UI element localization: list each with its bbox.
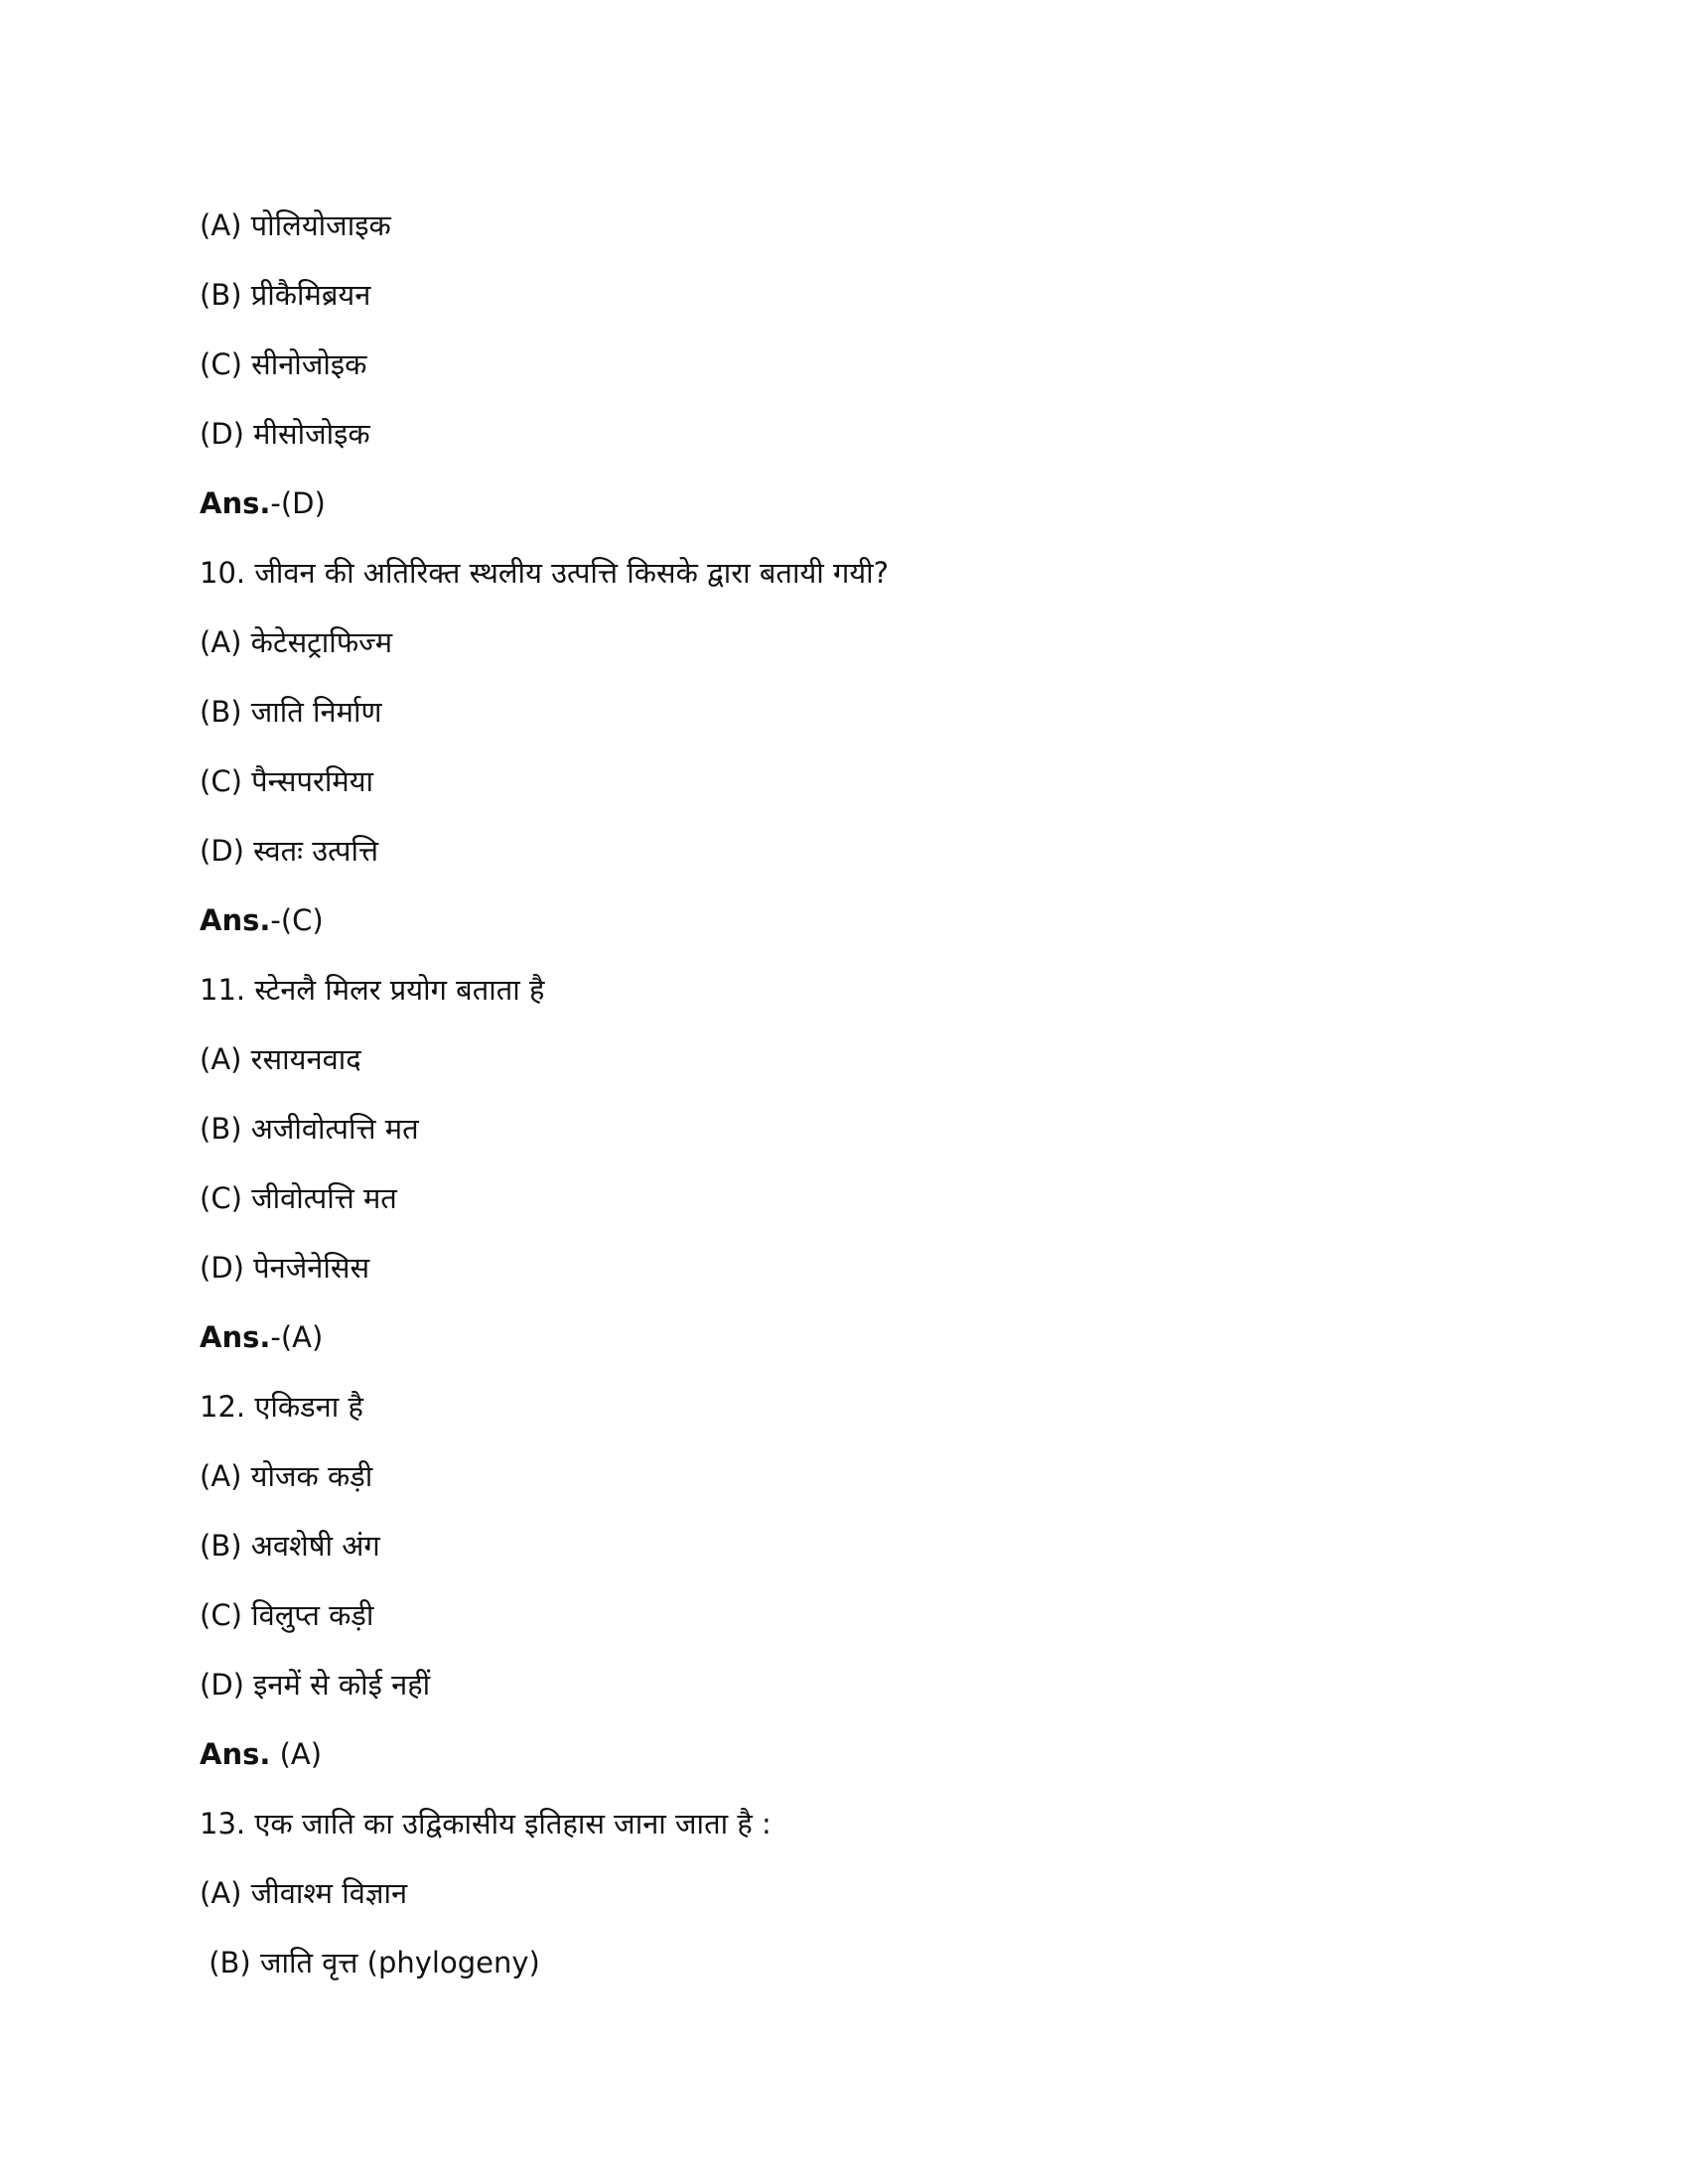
option-line: (D) पेनजेनेसिस: [200, 1251, 370, 1285]
answer-label: Ans.: [200, 486, 271, 520]
option-line: (D) मीसोजोइक: [200, 417, 370, 451]
option-line: (B) अवशेषी अंग: [200, 1529, 380, 1563]
question-line: 13. एक जाति का उद्विकासीय इतिहास जाना जाता है :: [200, 1807, 772, 1841]
option-line: (A) पोलियोजाइक: [200, 208, 391, 242]
option-line: (A) योजक कड़ी: [200, 1459, 373, 1493]
answer-value: -(C): [270, 903, 324, 937]
answer-label: Ans.: [200, 1320, 271, 1354]
answer-line: [200, 1302, 323, 1372]
option-line: (D) इनमें से कोई नहीं: [200, 1668, 431, 1702]
question-line: 10. जीवन की अतिरिक्त स्थलीय उत्पत्ति किसके द्वारा बतायी गयी?: [200, 556, 890, 590]
question-line: 11. स्टेनलै मिलर प्रयोग बताता है: [200, 973, 545, 1007]
option-line: (B) प्रीकैमिब्रयन: [200, 278, 371, 312]
answer-line: [200, 1719, 322, 1789]
question-line: 12. एकिडना है: [200, 1390, 363, 1424]
option-line: (D) स्वतः उत्पत्ति: [200, 834, 379, 868]
option-line: (A) केटेसट्राफिज्म: [200, 625, 393, 659]
option-line: (B) जाति वृत्त (phylogeny): [200, 1946, 540, 1979]
option-line: (C) विलुप्त कड़ी: [200, 1598, 374, 1632]
option-line: (B) अजीवोत्पत्ति मत: [200, 1112, 419, 1146]
answer-value: -(D): [270, 486, 326, 520]
answer-value: -(A): [270, 1320, 324, 1354]
answer-label: Ans.: [200, 903, 271, 937]
option-line: (A) जीवाश्म विज्ञान: [200, 1876, 408, 1910]
answer-line: [200, 886, 324, 955]
answer-label: Ans.: [200, 1737, 271, 1771]
option-line: (C) जीवोत्पत्ति मत: [200, 1181, 397, 1215]
answer-line: [200, 469, 326, 538]
option-line: (C) पैन्सपरमिया: [200, 764, 374, 798]
option-line: (C) सीनोजोइक: [200, 347, 367, 381]
option-line: (A) रसायनवाद: [200, 1042, 361, 1076]
option-line: (B) जाति निर्माण: [200, 695, 382, 729]
answer-value: (A): [270, 1737, 323, 1771]
